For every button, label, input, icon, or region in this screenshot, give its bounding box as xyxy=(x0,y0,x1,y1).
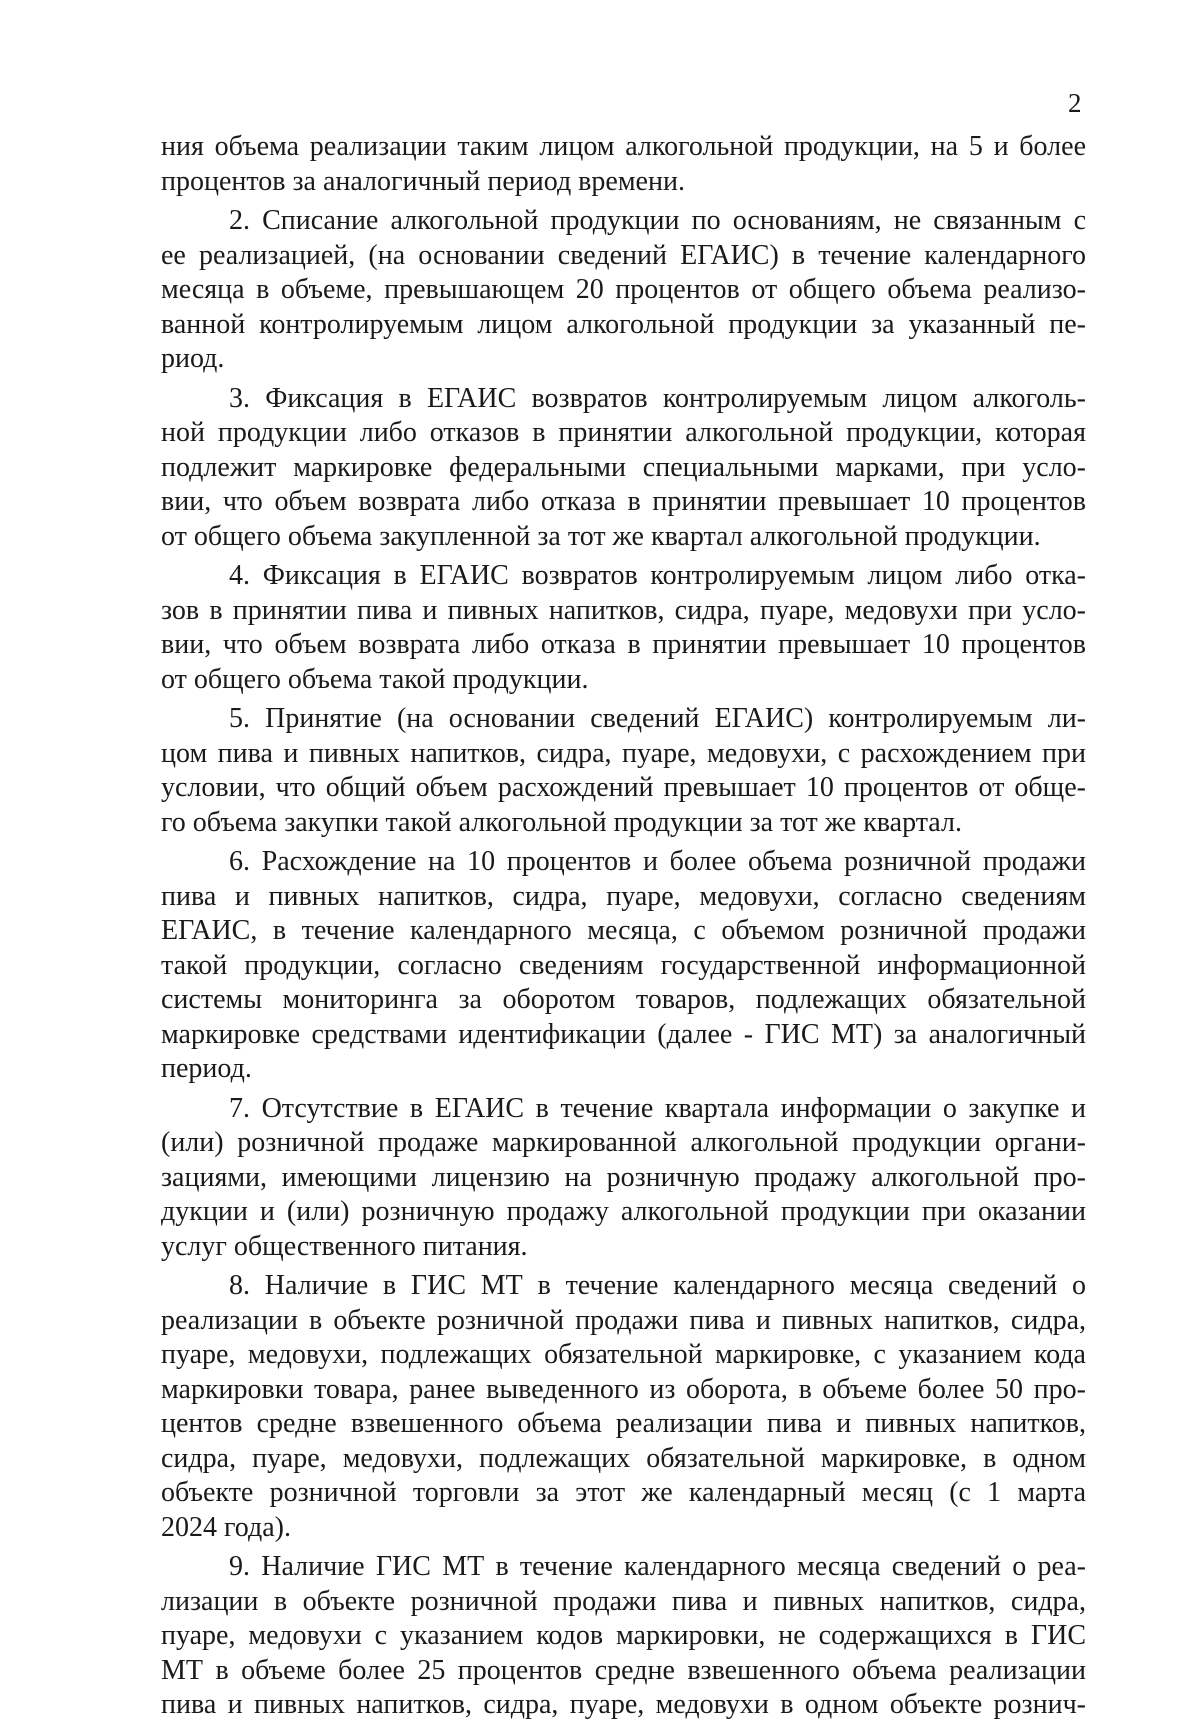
text-line: маркировки товара, ранее выведенного из оборота, в объеме более 50 про- xyxy=(161,1373,1086,1405)
text-line: вии, что объем возврата либо отказа в принятии превышает 10 процентов xyxy=(161,486,1086,517)
text-line: (или) розничной продаже маркированной алкогольной продукции органи- xyxy=(161,1127,1086,1158)
text-line: процентов за аналогичный период времени. xyxy=(161,165,685,197)
text-line: подлежит маркировке федеральными специальными марками, при усло- xyxy=(161,451,1086,483)
text-line: услуг общественного питания. xyxy=(161,1230,528,1262)
text-line: условии, что общий объем расхождений превышает 10 процентов от обще- xyxy=(161,772,1086,803)
text-line: 6. Расхождение на 10 процентов и более объема розничной продажи xyxy=(229,846,1086,877)
text-line: ее реализацией, (на основании сведений ЕГАИС) в течение календарного xyxy=(161,239,1086,271)
text-line: пива и пивных напитков, сидра, пуаре, медовухи в одном объекте рознич- xyxy=(161,1689,1086,1720)
text-line: месяца в объеме, превышающем 20 процентов от общего объема реализо- xyxy=(161,274,1086,305)
text-line: 8. Наличие в ГИС МТ в течение календарного месяца сведений о xyxy=(229,1270,1086,1301)
text-line: цом пива и пивных напитков, сидра, пуаре, медовухи, с расхождением при xyxy=(161,737,1086,769)
text-line: лизации в объекте розничной продажи пива и пивных напитков, сидра, xyxy=(161,1585,1086,1617)
text-line: МТ в объеме более 25 процентов средне взвешенного объема реализации xyxy=(161,1654,1086,1686)
text-line: от общего объема такой продукции. xyxy=(161,663,589,695)
text-line: реализации в объекте розничной продажи пива и пивных напитков, сидра, xyxy=(161,1304,1086,1336)
text-line: пуаре, медовухи с указанием кодов маркировки, не содержащихся в ГИС xyxy=(161,1620,1086,1651)
paragraph-item-3 xyxy=(161,382,1086,555)
text-line: 4. Фиксация в ЕГАИС возвратов контролируемым лицом либо отка- xyxy=(229,560,1086,591)
text-line: ЕГАИС, в течение календарного месяца, с объемом розничной продажи xyxy=(161,915,1086,946)
text-line: дукции и (или) розничную продажу алкогольной продукции при оказании xyxy=(161,1196,1086,1227)
text-line: ванной контролируемым лицом алкогольной продукции за указанный пе- xyxy=(161,308,1086,340)
text-line: маркировке средствами идентификации (далее - ГИС МТ) за аналогичный xyxy=(161,1018,1086,1050)
paragraph-item-2 xyxy=(161,204,1086,377)
paragraph-item-6 xyxy=(161,845,1086,1087)
text-line: го объема закупки такой алкогольной продукции за тот же квартал. xyxy=(161,806,962,838)
text-line: вии, что объем возврата либо отказа в принятии превышает 10 процентов xyxy=(161,629,1086,660)
text-line: 2. Списание алкогольной продукции по основаниям, не связанным с xyxy=(229,205,1086,236)
paragraph-item-5 xyxy=(161,702,1086,840)
text-line: 2024 года). xyxy=(161,1511,291,1543)
text-line: зациями, имеющими лицензию на розничную продажу алкогольной про- xyxy=(161,1161,1086,1193)
text-line: 5. Принятие (на основании сведений ЕГАИС) контролируемым ли- xyxy=(229,703,1086,734)
paragraph-item-7 xyxy=(161,1092,1086,1265)
paragraph-continuation xyxy=(161,130,1086,199)
text-line: зов в принятии пива и пивных напитков, сидра, пуаре, медовухи при усло- xyxy=(161,594,1086,626)
text-line: 9. Наличие ГИС МТ в течение календарного месяца сведений о реа- xyxy=(229,1551,1086,1582)
text-line: центов средне взвешенного объема реализации пива и пивных напитков, xyxy=(161,1408,1086,1439)
text-line: пуаре, медовухи, подлежащих обязательной маркировке, с указанием кода xyxy=(161,1339,1086,1370)
page-number: 2 xyxy=(1068,88,1082,118)
text-line: 3. Фиксация в ЕГАИС возвратов контролируемым лицом алкоголь- xyxy=(229,382,1086,414)
text-line: такой продукции, согласно сведениям государственной информационной xyxy=(161,949,1086,981)
text-line: системы мониторинга за оборотом товаров, подлежащих обязательной xyxy=(161,984,1086,1015)
document-body xyxy=(161,130,1086,1728)
text-line: от общего объема закупленной за тот же квартал алкогольной продукции. xyxy=(161,520,1041,552)
text-line: ной продукции либо отказов в принятии алкогольной продукции, которая xyxy=(161,417,1086,448)
text-line: 7. Отсутствие в ЕГАИС в течение квартала информации о закупке и xyxy=(229,1092,1086,1124)
text-line: период. xyxy=(161,1053,252,1084)
paragraph-item-8 xyxy=(161,1269,1086,1545)
paragraph-item-4 xyxy=(161,559,1086,697)
text-line: объекте розничной торговли за этот же календарный месяц (с 1 марта xyxy=(161,1477,1086,1508)
text-line: ния объема реализации таким лицом алкогольной продукции, на 5 и более xyxy=(161,131,1086,162)
text-line: риод. xyxy=(161,343,225,374)
text-line: пива и пивных напитков, сидра, пуаре, медовухи, согласно сведениям xyxy=(161,880,1086,912)
text-line: сидра, пуаре, медовухи, подлежащих обязательной маркировке, в одном xyxy=(161,1442,1086,1474)
